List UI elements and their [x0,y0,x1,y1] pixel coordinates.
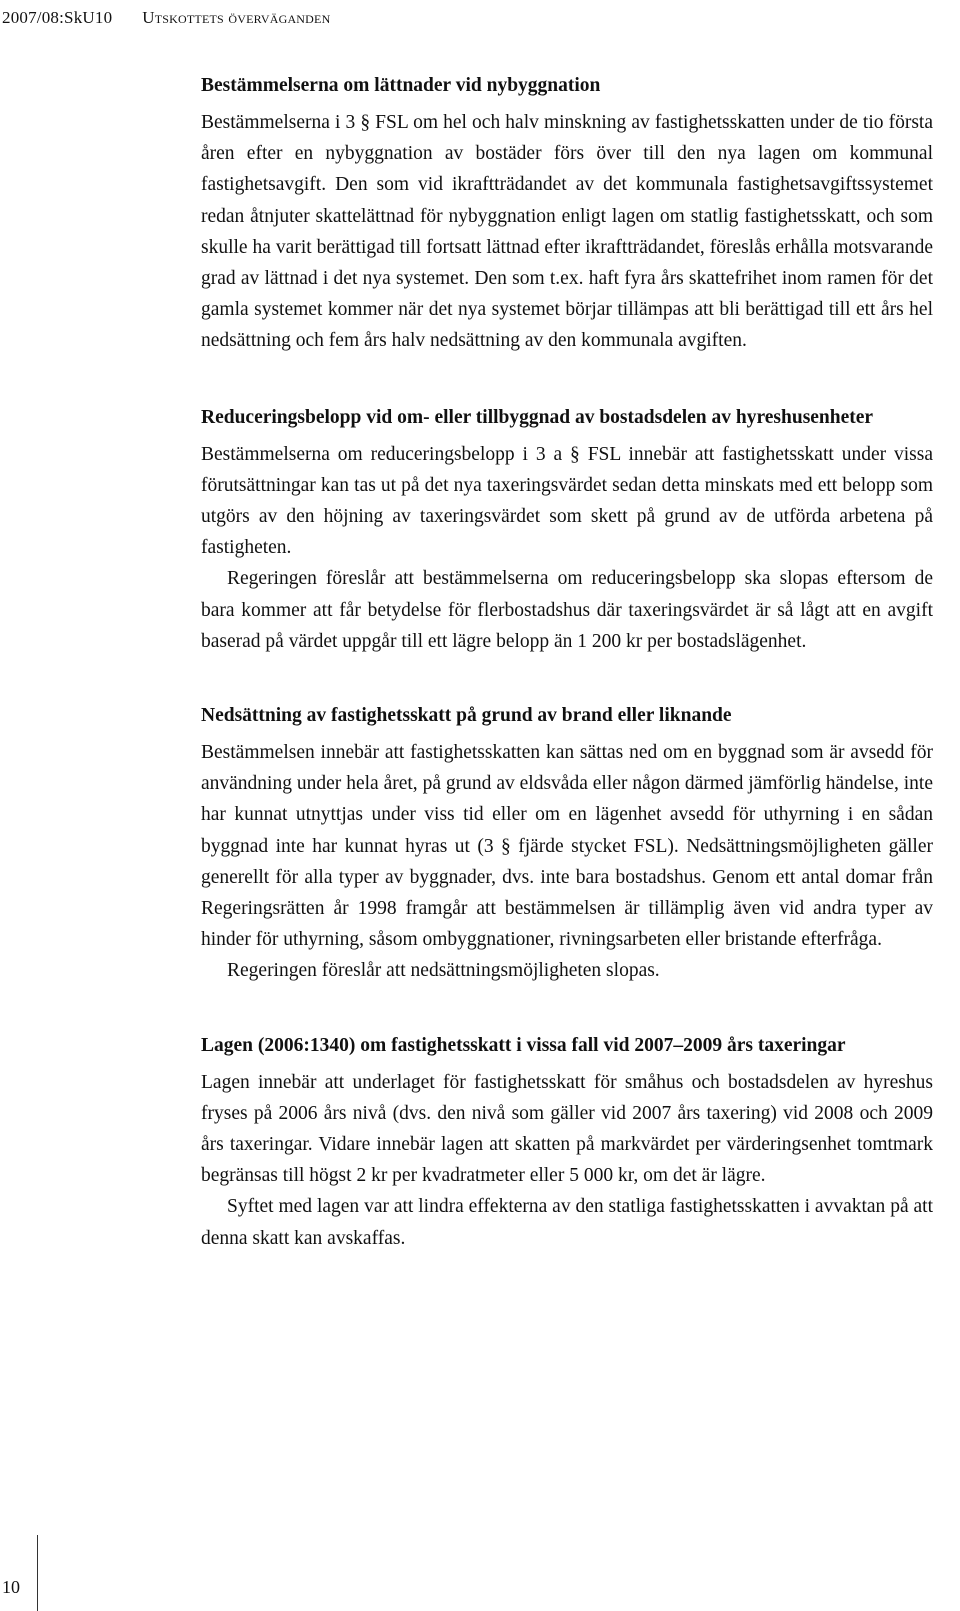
section-reduceringsbelopp [201,404,933,657]
paragraph: Syftet med lagen var att lindra effekterna av den statliga fastighetsskatten i avvaktan på att denna skatt kan avskaffas. [201,1196,933,1249]
margin-rule [37,1535,38,1611]
section-heading: Reduceringsbelopp vid om- eller tillbyggnad av bostadsdelen av hyreshusenheter [201,406,874,428]
document-body [201,72,933,1254]
page-number: 10 [2,1577,20,1597]
running-head [2,8,330,28]
document-id: 2007/08:SkU10 [2,8,113,27]
section-heading: Lagen (2006:1340) om fastighetsskatt i vissa fall vid 2007–2009 års taxeringar [201,1034,846,1056]
section-heading: Nedsättning av fastighetsskatt på grund av brand eller liknande [201,705,732,727]
paragraph: Bestämmelsen innebär att fastighetsskatten kan sättas ned om en byggnad som är avsedd för användning under hela året, på grund av eldsvåda eller någon därmed jämförlig händelse, inte har kunnat utnyttjas under viss tid eller om en lägenhet avsedd för uthyrning i en sådan byggnad inte har kunnat hyras ut (3 § fjärde stycket FSL). Nedsättningsmöjligheten gäller generellt för alla typer av byggnader, dvs. inte bara bostadshus. Genom ett antal domar från Regeringsrätten år 1998 framgår att bestämmelsen är tillämplig även vid andra typer av hinder för uthyrning, såsom ombyggnationer, rivningsarbeten eller bristande efterfråga. [201,742,933,951]
section-lagen-2006-1340 [201,1032,933,1254]
paragraph: Bestämmelserna om reduceringsbelopp i 3 a § FSL innebär att fastighetsskatt under vissa förutsättningar kan tas ut på det nya taxeringsvärdet sedan detta minskats med ett belopp som utgörs av den höjning av taxeringsvärdet som skett på grund av de utförda arbetena på fastigheten. [201,443,933,559]
paragraph: Bestämmelserna i 3 § FSL om hel och halv minskning av fastighetsskatten under de tio första åren efter en nybyggnation av bostäder förs över till den nya lagen om kommunal fastighetsavgift. Den som vid ikraftträdandet av det kommunala fastighetsavgiftssystemet redan åtnjuter skattelättnad för nybyggnation enligt lagen om statlig fastighetsskatt, och som skulle ha varit berättigad till fortsatt lättnad efter ikraftträdandet, föreslås erhålla motsvarande grad av lättnad i det nya systemet. Den som t.ex. haft fyra års skattefrihet inom ramen för det gamla systemet kommer när det nya systemet börjar tillämpas att bli berättigad till ett års hel nedsättning och fem års halv nedsättning av den kommunala avgiften. [201,112,933,352]
section-title: Utskottets överväganden [142,8,331,27]
paragraph: Regeringen föreslår att bestämmelserna om reduceringsbelopp ska slopas eftersom de bara kommer att får betydelse för flerbostadshus där taxeringsvärdet är så lågt att en avgift baserad på värdet uppgår till ett lägre belopp än 1 200 kr per bostadslägenhet. [201,568,933,652]
paragraph: Regeringen föreslår att nedsättningsmöjligheten slopas. [227,960,660,982]
section-nybyggnation [201,72,933,357]
section-nedsattning [201,702,933,987]
section-heading: Bestämmelserna om lättnader vid nybyggnation [201,75,601,96]
paragraph: Lagen innebär att underlaget för fastighetsskatt för småhus och bostadsdelen av hyreshus fryses på 2006 års nivå (dvs. den nivå som gäller vid 2007 års taxering) vid 2008 och 2009 års taxeringar. Vidare innebär lagen att skatten på markvärdet per värderingsenhet tomtmark begränsas till högst 2 kr per kvadratmeter eller 5 000 kr, om det är lägre. [201,1071,933,1187]
